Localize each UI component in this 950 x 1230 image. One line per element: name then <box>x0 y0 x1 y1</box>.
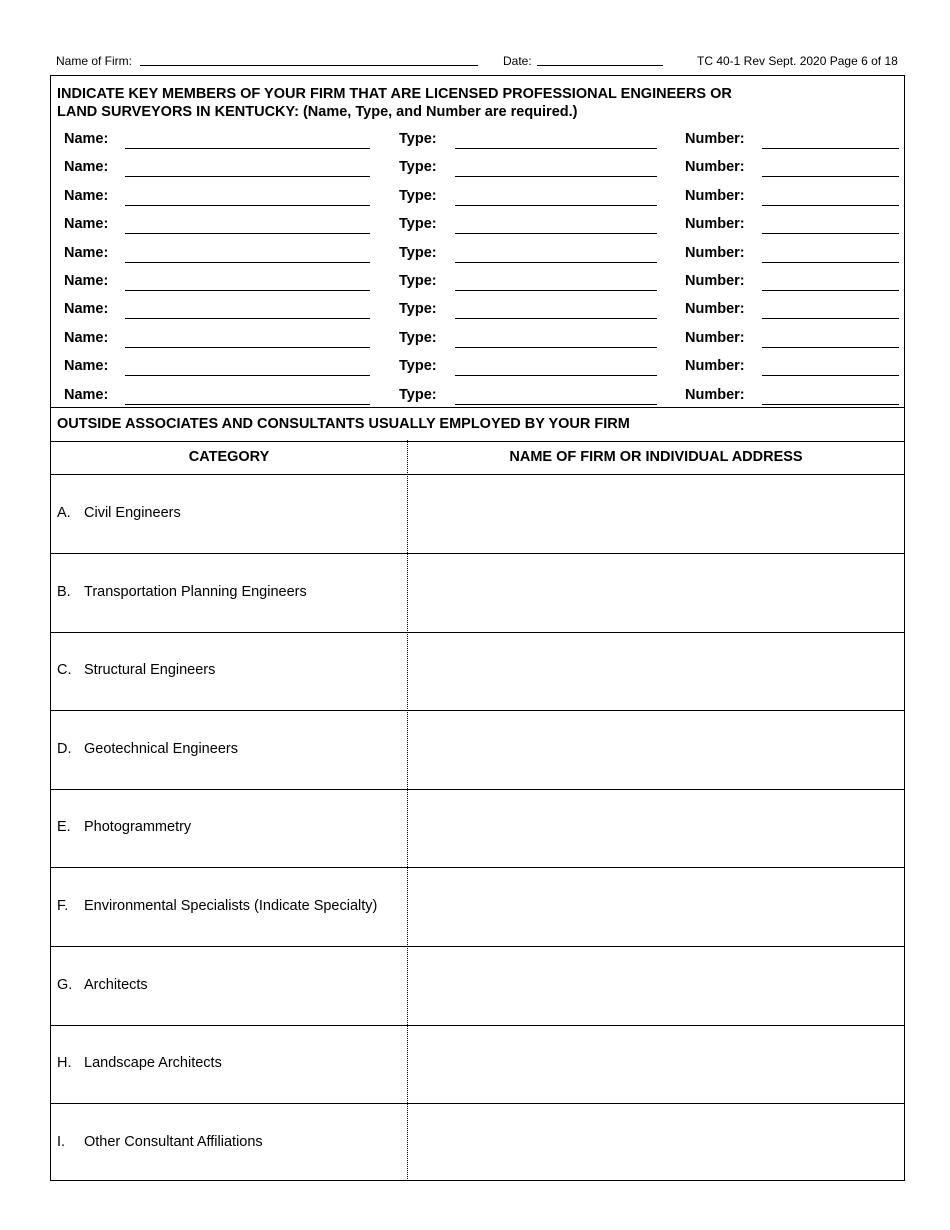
number-field[interactable] <box>762 347 899 348</box>
name-field[interactable] <box>125 347 370 348</box>
category-label: Transportation Planning Engineers <box>84 583 307 600</box>
name-label: Name: <box>64 244 109 261</box>
name-field[interactable] <box>125 148 370 149</box>
consultants-section-title: OUTSIDE ASSOCIATES AND CONSULTANTS USUALLY EMPLOYED BY YOUR FIRM <box>57 416 630 432</box>
name-label: Name: <box>64 358 109 375</box>
category-label: Structural Engineers <box>84 662 216 679</box>
type-field[interactable] <box>455 262 657 263</box>
number-field[interactable] <box>762 290 899 291</box>
category-label: Civil Engineers <box>84 505 181 521</box>
number-field[interactable] <box>762 233 899 234</box>
form-box <box>50 75 905 1181</box>
firm-address-cell[interactable] <box>408 475 904 553</box>
firm-address-cell[interactable] <box>408 1104 904 1182</box>
number-label: Number: <box>685 386 745 403</box>
name-label: Name: <box>64 159 109 176</box>
name-label: Name: <box>64 301 109 318</box>
firm-address-cell[interactable] <box>408 947 904 1025</box>
type-label: Type: <box>399 131 437 147</box>
member-row <box>51 245 904 267</box>
category-row <box>51 475 904 554</box>
name-field[interactable] <box>125 318 370 319</box>
type-field[interactable] <box>455 290 657 291</box>
category-row <box>51 789 904 868</box>
number-field[interactable] <box>762 262 899 263</box>
form-id: TC 40-1 Rev Sept. 2020 Page 6 of 18 <box>697 54 898 68</box>
category-label: Landscape Architects <box>84 1055 222 1072</box>
number-field[interactable] <box>762 176 899 177</box>
category-row <box>51 868 904 947</box>
firm-address-cell[interactable] <box>408 868 904 946</box>
date-field[interactable] <box>537 65 663 66</box>
type-label: Type: <box>399 329 437 346</box>
firm-address-cell[interactable] <box>408 554 904 632</box>
firm-address-cell[interactable] <box>408 632 904 710</box>
category-letter: H. <box>57 1055 72 1072</box>
number-label: Number: <box>685 244 745 261</box>
number-label: Number: <box>685 329 745 346</box>
page-header <box>56 54 918 70</box>
name-label: Name: <box>64 386 109 403</box>
member-row <box>51 358 904 380</box>
name-field[interactable] <box>125 404 370 405</box>
name-field[interactable] <box>125 262 370 263</box>
firm-name-label: Name of Firm: <box>56 54 133 68</box>
name-field[interactable] <box>125 176 370 177</box>
category-column-header: CATEGORY <box>51 440 407 475</box>
firm-address-cell[interactable] <box>408 789 904 867</box>
member-row <box>51 131 904 153</box>
type-field[interactable] <box>455 233 657 234</box>
member-row <box>51 216 904 238</box>
category-letter: F. <box>57 898 69 914</box>
number-field[interactable] <box>762 404 899 405</box>
category-label: Other Consultant Affiliations <box>84 1133 263 1150</box>
members-title-line-2: LAND SURVEYORS IN KENTUCKY: (Name, Type, and Number are required.) <box>57 104 578 120</box>
type-label: Type: <box>399 216 437 233</box>
category-letter: B. <box>57 583 71 600</box>
type-field[interactable] <box>455 347 657 348</box>
type-field[interactable] <box>455 148 657 149</box>
number-label: Number: <box>685 273 745 289</box>
name-field[interactable] <box>125 290 370 291</box>
name-label: Name: <box>64 131 109 147</box>
consultants-section-header <box>51 407 904 442</box>
type-label: Type: <box>399 386 437 403</box>
number-label: Number: <box>685 301 745 318</box>
category-label: Photogrammetry <box>84 819 192 836</box>
type-label: Type: <box>399 187 437 204</box>
number-label: Number: <box>685 187 745 204</box>
name-field[interactable] <box>125 233 370 234</box>
name-label: Name: <box>64 187 109 204</box>
member-row <box>51 387 904 409</box>
category-letter: A. <box>57 505 71 521</box>
firm-address-cell[interactable] <box>408 711 904 789</box>
type-label: Type: <box>399 273 437 289</box>
category-row <box>51 1104 904 1182</box>
category-row <box>51 632 904 711</box>
category-letter: I. <box>57 1133 66 1150</box>
number-field[interactable] <box>762 318 899 319</box>
category-letter: E. <box>57 819 71 836</box>
members-section-title <box>57 85 897 121</box>
date-label: Date: <box>503 54 532 68</box>
member-row <box>51 188 904 210</box>
type-field[interactable] <box>455 404 657 405</box>
number-field[interactable] <box>762 148 899 149</box>
type-label: Type: <box>399 244 437 261</box>
member-row <box>51 330 904 352</box>
name-label: Name: <box>64 273 109 289</box>
type-field[interactable] <box>455 205 657 206</box>
name-label: Name: <box>64 329 109 346</box>
firm-address-cell[interactable] <box>408 1025 904 1103</box>
category-row <box>51 1025 904 1104</box>
number-label: Number: <box>685 358 745 375</box>
type-label: Type: <box>399 301 437 318</box>
member-row <box>51 273 904 295</box>
type-label: Type: <box>399 159 437 176</box>
firm-name-field[interactable] <box>140 65 478 66</box>
number-label: Number: <box>685 159 745 176</box>
type-field[interactable] <box>455 318 657 319</box>
type-label: Type: <box>399 358 437 375</box>
category-letter: D. <box>57 740 72 757</box>
type-field[interactable] <box>455 375 657 376</box>
category-row <box>51 711 904 790</box>
firm-address-column-header: NAME OF FIRM OR INDIVIDUAL ADDRESS <box>408 440 904 475</box>
number-field[interactable] <box>762 375 899 376</box>
category-label: Geotechnical Engineers <box>84 740 238 757</box>
category-row <box>51 947 904 1026</box>
number-label: Number: <box>685 131 745 147</box>
name-field[interactable] <box>125 375 370 376</box>
category-letter: C. <box>57 662 72 679</box>
column-divider <box>407 440 408 1181</box>
number-field[interactable] <box>762 205 899 206</box>
type-field[interactable] <box>455 176 657 177</box>
member-row <box>51 301 904 323</box>
name-field[interactable] <box>125 205 370 206</box>
member-row <box>51 159 904 181</box>
category-row <box>51 554 904 633</box>
category-label: Architects <box>84 976 148 993</box>
category-letter: G. <box>57 976 73 993</box>
members-title-line-1: INDICATE KEY MEMBERS OF YOUR FIRM THAT ARE LICENSED PROFESSIONAL ENGINEERS OR <box>57 86 732 102</box>
number-label: Number: <box>685 216 745 233</box>
name-label: Name: <box>64 216 109 233</box>
category-label: Environmental Specialists (Indicate Specialty) <box>84 898 378 914</box>
